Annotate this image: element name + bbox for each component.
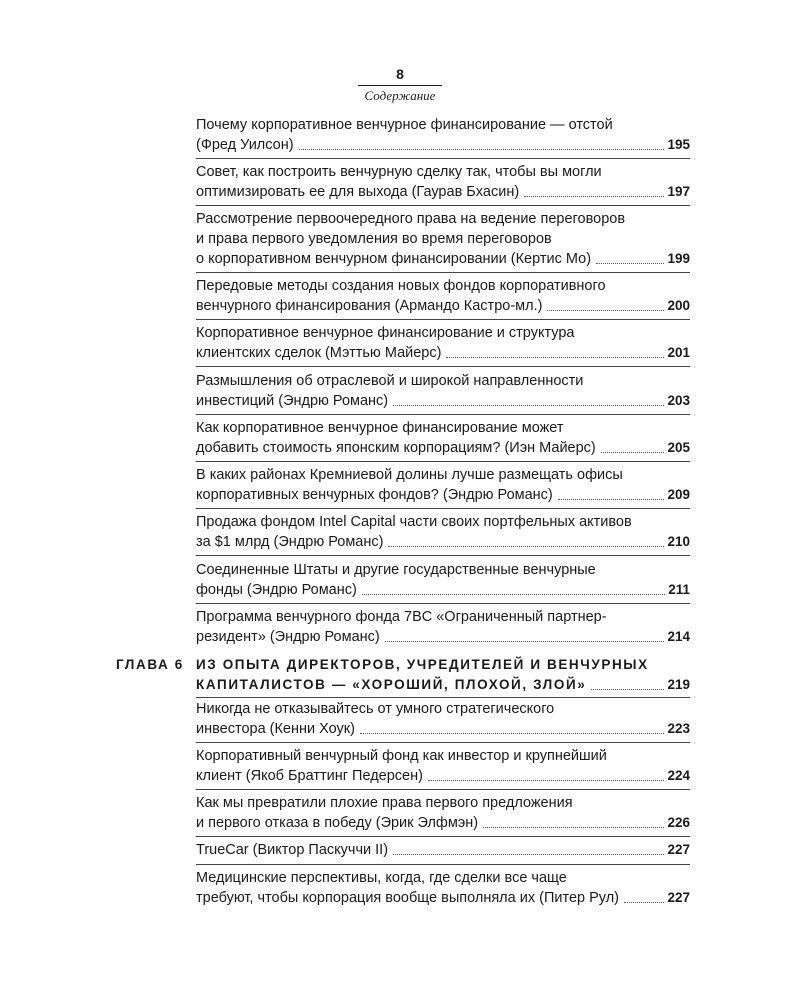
toc-entry [196,209,690,269]
entry-line: фонды (Эндрю Романс) [196,582,357,598]
entry-line: (Фред Уилсон) [196,137,294,153]
page-ref: 223 [667,721,690,736]
toc-entry [196,840,690,860]
page-ref: 199 [667,251,690,266]
entry-line: Медицинские перспективы, когда, где сделки все чаще [196,870,567,886]
entry-divider [196,508,690,509]
entry-line: Никогда не отказывайтесь от умного стратегического [196,701,555,717]
entry-line: венчурного финансирования (Армандо Кастро-мл.) [196,298,543,314]
entry-line: и первого отказа в победу (Эрик Элфмэн) [196,815,479,831]
entry-line: Программа венчурного фонда 7BC «Ограниченный партнер- [196,609,607,625]
entry-line: требуют, чтобы корпорация вообще выполняла их (Питер Рул) [196,890,619,906]
entry-divider [196,461,690,462]
entry-line: инвестиций (Эндрю Романс) [196,393,389,409]
entry-line: корпоративных венчурных фондов? (Эндрю Романс) [196,487,553,503]
entry-line: В каких районах Кремниевой долины лучше размещать офисы [196,467,623,483]
entry-divider [196,158,690,159]
entry-divider [196,864,690,865]
entry-line: TrueCar (Виктор Паскуччи II) [196,842,389,858]
entry-line: Размышления об отраслевой и широкой направленности [196,373,584,389]
entry-line: добавить стоимость японским корпорациям? (Иэн Майерс) [196,440,596,456]
toc-entry [196,465,690,505]
entry-line: Как корпоративное венчурное финансирование может [196,420,564,436]
page-ref: 195 [667,137,690,152]
dot-leader [428,780,665,781]
toc-entry [196,371,690,411]
dot-leader [524,196,664,197]
page-number: 8 [396,66,404,82]
page-ref: 205 [667,440,690,455]
toc-entry [196,560,690,600]
page-ref: 224 [667,768,690,783]
entry-divider [196,414,690,415]
page-ref: 227 [667,842,690,857]
entry-line: Как мы превратили плохие права первого предложения [196,795,573,811]
page-ref: 214 [667,629,690,644]
dot-leader [388,546,664,547]
page-ref: 211 [668,582,690,597]
entry-divider [196,836,690,837]
toc-entry [196,512,690,552]
dot-leader [547,310,664,311]
dot-leader [362,594,665,595]
page-ref: 203 [667,393,690,408]
toc-entry [196,276,690,316]
entry-line: Продажа фондом Intel Capital части своих портфельных активов [196,514,632,530]
header-rule [358,85,442,86]
dot-leader [393,405,664,406]
dot-leader [601,452,665,453]
chapter-title-line: КАПИТАЛИСТОВ — «ХОРОШИЙ, ПЛОХОЙ, ЗЛОЙ» [196,677,587,692]
dot-leader [624,902,664,903]
dot-leader [596,263,664,264]
chapter-heading [196,655,690,695]
page-ref: 227 [667,890,690,905]
page-ref: 210 [667,534,690,549]
entry-divider [196,205,690,206]
entry-divider [196,319,690,320]
entry-divider [196,789,690,790]
entry-divider [196,697,690,698]
entry-line: за $1 млрд (Эндрю Романс) [196,534,384,550]
entry-line: Корпоративный венчурный фонд как инвестор и крупнейший [196,748,607,764]
toc-entry [196,868,690,908]
dot-leader [299,149,665,150]
running-title: Содержание [364,88,436,103]
toc-entry [196,323,690,363]
entry-line: Корпоративное венчурное финансирование и структура [196,325,575,341]
page-ref: 209 [667,487,690,502]
toc-entry [196,607,690,647]
toc-entry [196,699,690,739]
entry-line: оптимизировать ее для выхода (Гаурав Бхасин) [196,184,520,200]
toc-entry [196,418,690,458]
page-ref: 219 [667,677,690,692]
dot-leader [393,854,664,855]
page-ref: 197 [667,184,690,199]
toc-entry [196,162,690,202]
toc-entry [196,115,690,155]
entry-line: клиент (Якоб Браттинг Педерсен) [196,768,423,784]
page-ref: 226 [667,815,690,830]
entry-line: Совет, как построить венчурную сделку так, чтобы вы могли [196,164,602,180]
toc-entry [196,746,690,786]
entry-divider [196,742,690,743]
entry-line: Почему корпоративное венчурное финансирование — отстой [196,117,613,133]
dot-leader [446,357,664,358]
entry-line: Соединенные Штаты и другие государственные венчурные [196,562,596,578]
toc-entry [196,793,690,833]
entry-divider [196,366,690,367]
entry-line: клиентских сделок (Мэттью Майерс) [196,345,442,361]
entry-divider [196,603,690,604]
entry-line: Передовые методы создания новых фондов корпоративного [196,278,606,294]
page-header [340,66,460,104]
dot-leader [558,499,665,500]
dot-leader [385,641,665,642]
entry-divider [196,272,690,273]
entry-line: Рассмотрение первоочередного права на ведение переговоров [196,211,626,227]
page-ref: 201 [667,345,690,360]
chapter-title-line: ИЗ ОПЫТА ДИРЕКТОРОВ, УЧРЕДИТЕЛЕЙ И ВЕНЧУРНЫХ [196,657,649,672]
page-ref: 200 [667,298,690,313]
entry-line: о корпоративном венчурном финансировании (Кертис Мо) [196,251,592,267]
entry-divider [196,555,690,556]
dot-leader [483,827,664,828]
chapter-label: ГЛАВА 6 [116,657,184,672]
entry-line: и права первого уведомления во время переговоров [196,231,552,247]
dot-leader [591,689,664,690]
entry-line: инвестора (Кенни Хоук) [196,721,355,737]
dot-leader [360,733,664,734]
entry-line: резидент» (Эндрю Романс) [196,629,380,645]
